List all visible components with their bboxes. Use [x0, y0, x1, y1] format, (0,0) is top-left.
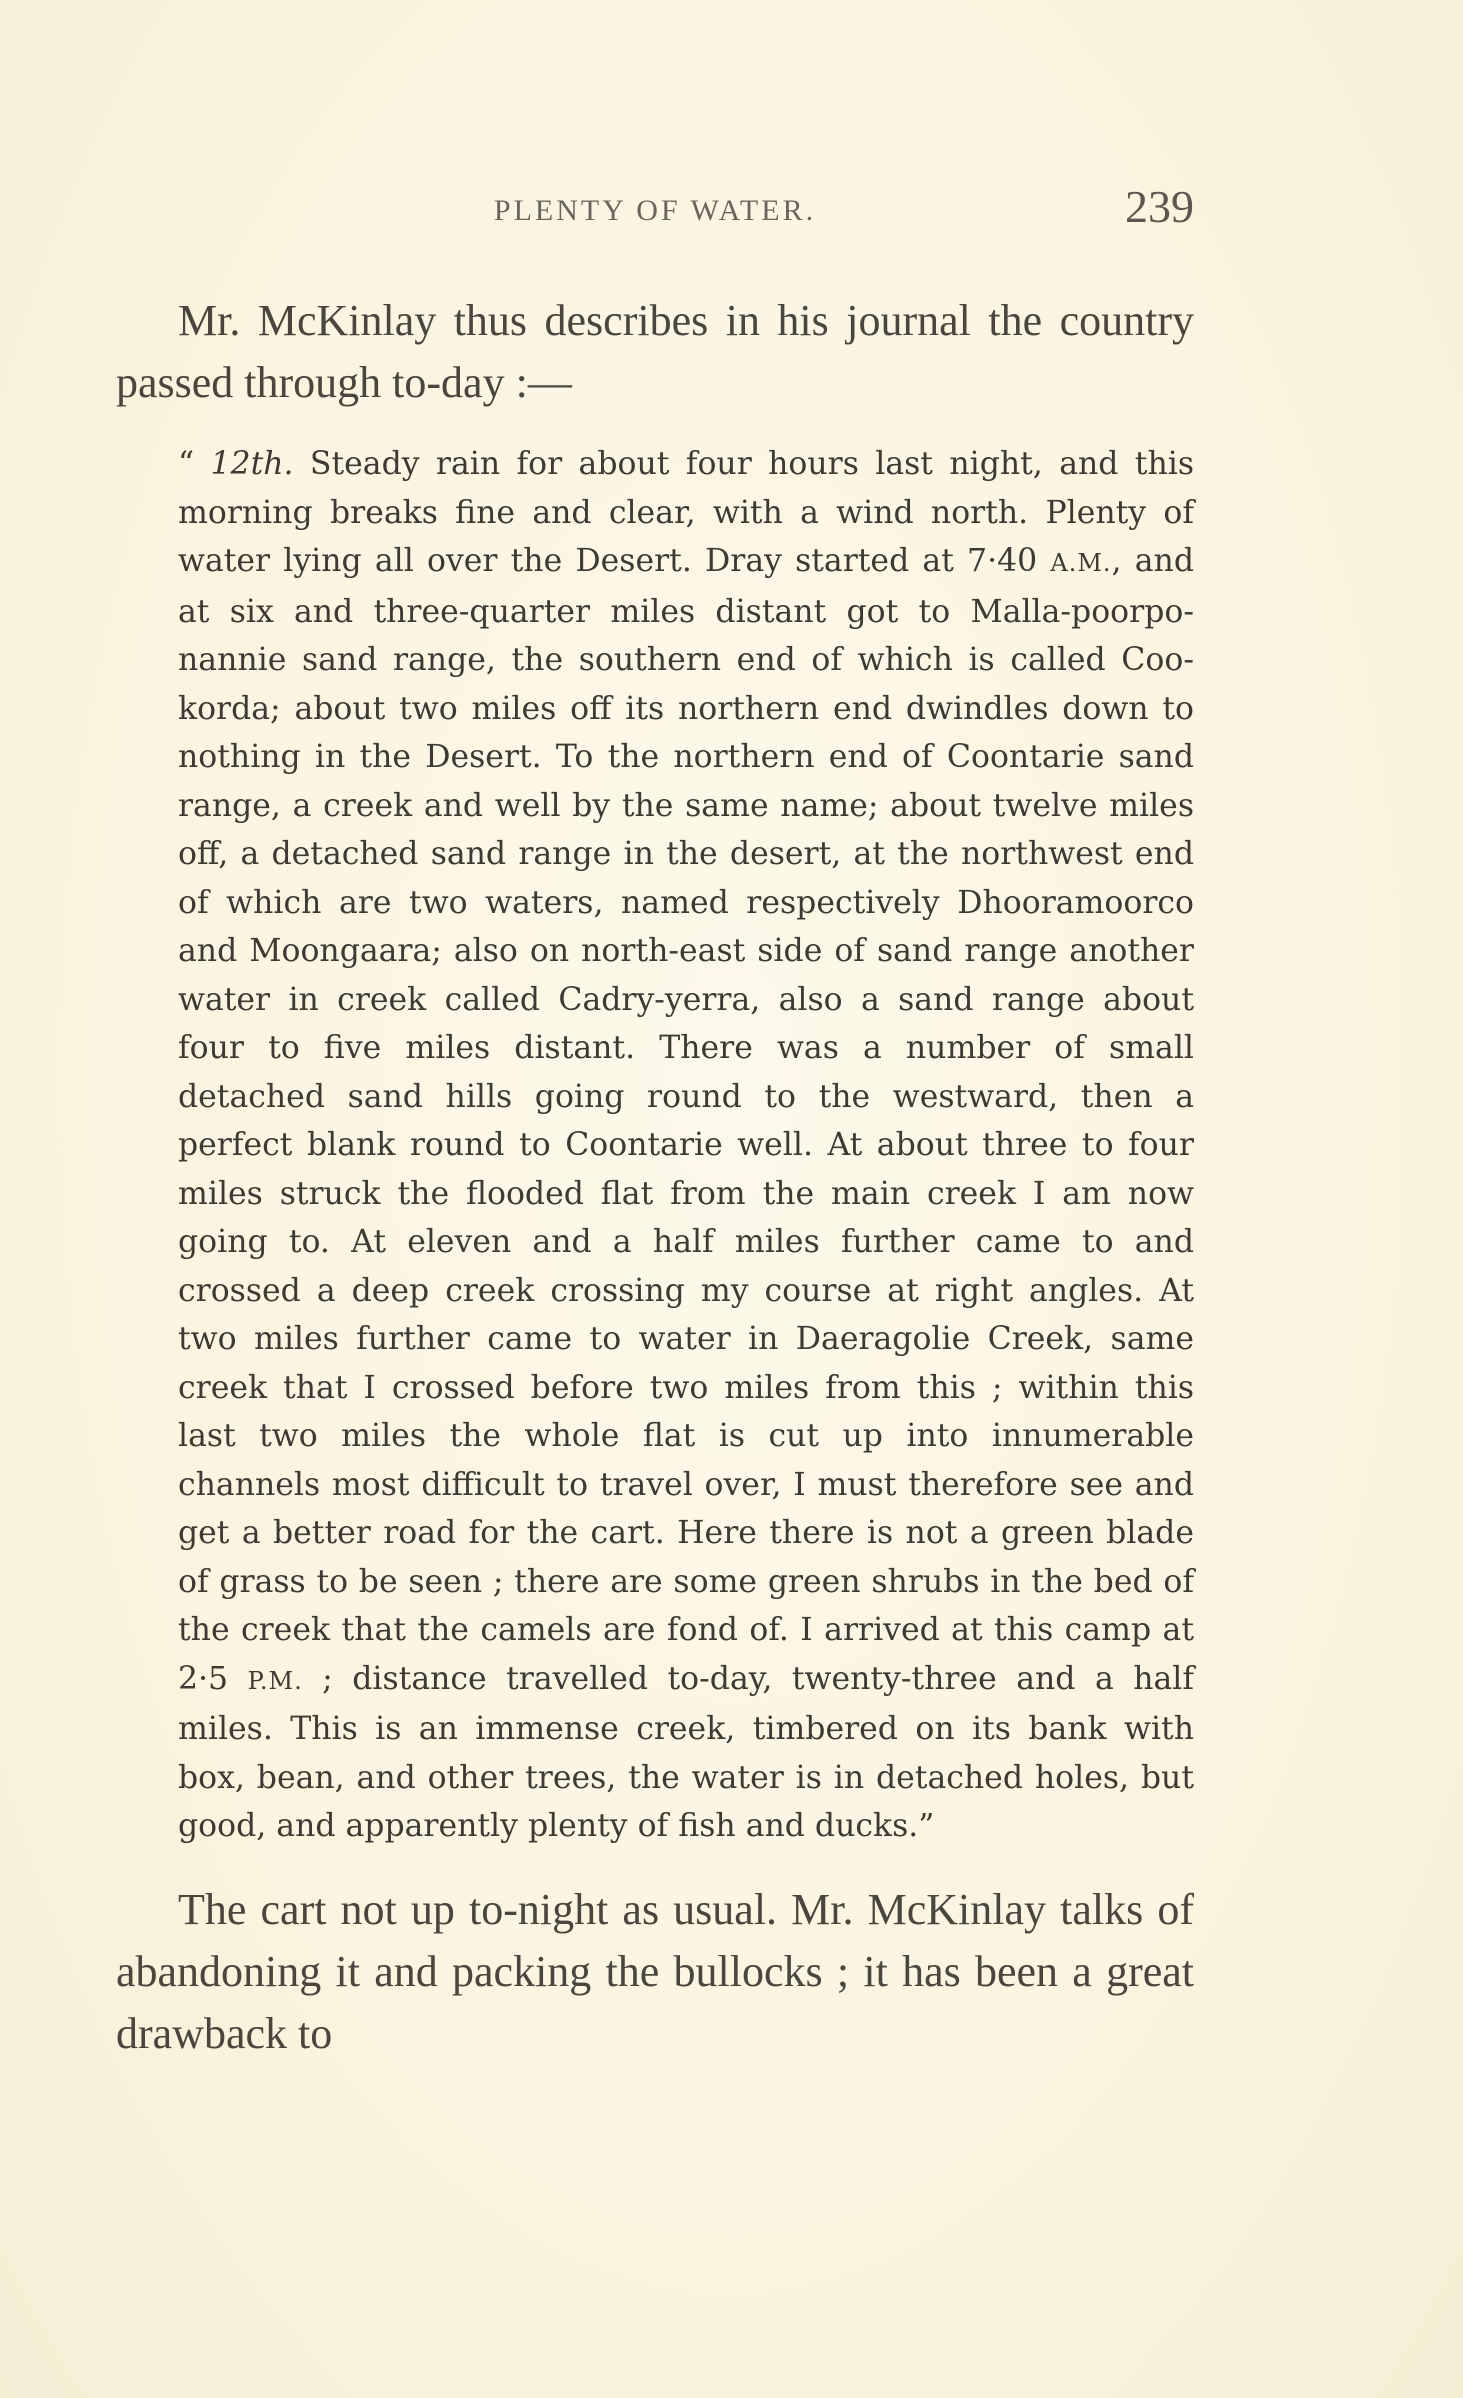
time-am: A.M. — [1050, 549, 1112, 577]
page-body — [116, 290, 1194, 2065]
running-title: PLENTY OF WATER. — [493, 194, 817, 227]
journal-text-part-3: ; distance travelled to-day, twenty-three and a half miles. This is an immense creek, timbered on its bank with box, bean, and other trees, the water is in detached holes, but good, and apparently plenty of fish and ducks.” — [178, 1660, 1194, 1844]
page-header — [116, 180, 1194, 240]
intro-paragraph: Mr. McKinlay thus describes in his journal the country passed through to-day :— — [116, 296, 1194, 407]
journal-quote — [116, 440, 1194, 1851]
journal-text-part-1: Steady rain for about four hours last night, and this morning breaks fine and clear, with a wind north. Plenty of water lying all over the Desert. Dray started at 7·40 — [178, 446, 1194, 579]
page-number: 239 — [1125, 181, 1194, 232]
time-pm: P.M. — [247, 1666, 303, 1695]
closing-paragraph: The cart not up to-night as usual. Mr. McKinlay talks of abandoning it and packing the bullocks ; it has been a great drawback to — [116, 1884, 1194, 2058]
open-quote-mark: “ — [178, 446, 211, 482]
journal-date: 12th. — [210, 446, 294, 482]
journal-entry — [116, 440, 1194, 1851]
journal-text-part-2: , and at six and three-quarter miles distant got to Malla-poorponannie sand range, the southern end of which is called Cookorda; about two miles off its northern end dwindles down to nothing in the Desert. To the northern end of Coontarie sand range, a creek and well by the same name; about twelve miles off, a detached sand range in the desert, at the northwest end of which are two waters, named respectively Dhooramoorco and Moongaara; also on north-east side of sand range another water in creek called Cadry-yerra, also a sand range about four to five miles distant. There was a number of small detached sand hills going round to the westward, then a perfect blank round to Coontarie well. At about three to four miles struck the flooded flat from the main creek I am now going to. At eleven and a half miles further came to and crossed a deep creek crossing my course at right angles. At two miles further came to water in Daeragolie Creek, same creek that I crossed before two miles from this ; within this last two miles the whole flat is cut up into innumerable channels most difficult to travel over, I must therefore see and get a better road for the cart. Here there is not a green blade of grass to be seen ; there are some green shrubs in the bed of the creek that the camels are fond of. I arrived at this camp at 2·5 — [178, 543, 1194, 1697]
